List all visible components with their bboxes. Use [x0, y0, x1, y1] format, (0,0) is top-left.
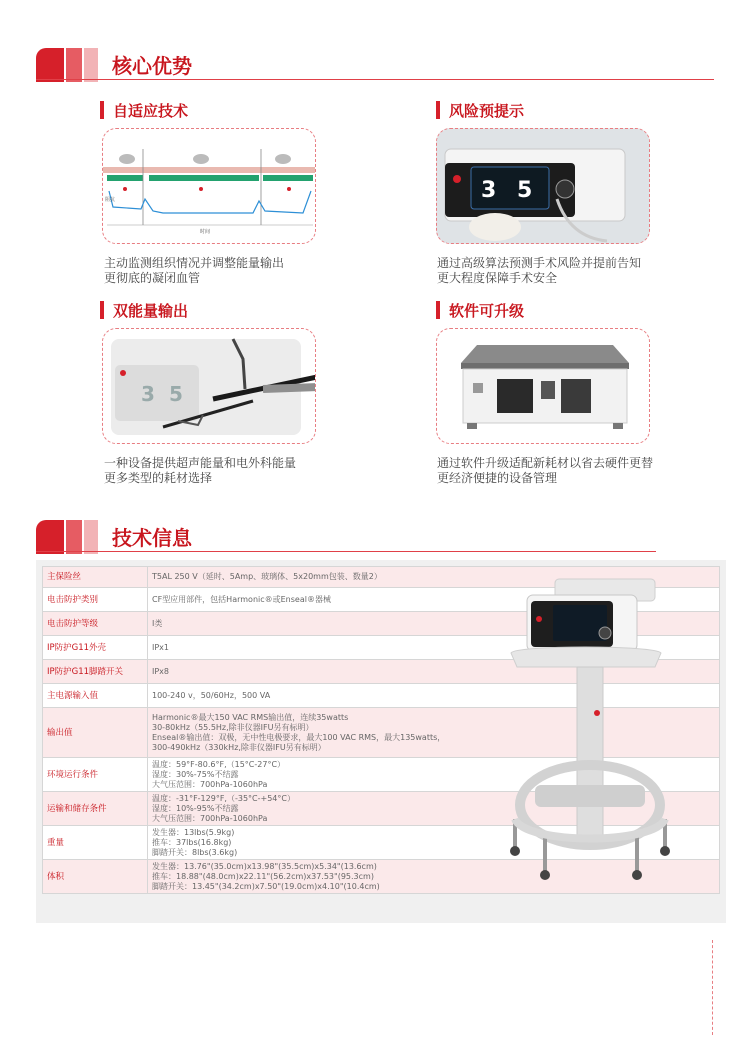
section-title-core: 核心优势	[112, 54, 192, 78]
feature-title: 风险预提示	[436, 100, 524, 120]
table-row: IP防护G11脚踏开关 IPx8	[43, 660, 720, 684]
table-row: 电击防护等级 I类	[43, 612, 720, 636]
table-row: 重量 发生器：13lbs(5.9kg) 推车：37lbs(16.8kg) 脚踏开关：8lbs(3.6kg)	[43, 826, 720, 860]
table-row: 环境运行条件 温度：59°F-80.6°F,（15°C-27°C） 湿度：30%-75%不结露 大气压范围：700hPa-1060hPa	[43, 758, 720, 792]
instruments-icon	[103, 329, 316, 444]
feature-image-dual	[102, 328, 316, 444]
svg-text:5: 5	[517, 178, 533, 203]
section-title-tech: 技术信息	[112, 526, 192, 550]
adaptive-graph-icon	[103, 129, 316, 244]
page-edge-mark	[712, 940, 713, 1035]
header-decoration	[36, 48, 100, 82]
svg-text:3: 3	[141, 382, 155, 406]
feature-title: 自适应技术	[100, 100, 188, 120]
feature-desc-dual: 一种设备提供超声能量和电外科能量 更多类型的耗材选择	[104, 456, 297, 485]
feature-image-software	[436, 328, 650, 444]
svg-text:3: 3	[481, 178, 497, 203]
table-row: 运输和储存条件 温度：-31°F-129°F,（-35°C-+54°C） 湿度：10%-95%不结露 大气压范围：700hPa-1060hPa	[43, 792, 720, 826]
header-decoration	[36, 520, 100, 554]
table-row: 主电源输入值 100-240 v，50/60Hz，500 VA	[43, 684, 720, 708]
table-row: 体积 发生器：13.76"(35.0cm)x13.98"(35.5cm)x5.34"(13.6cm) 推车：18.88"(48.0cm)x22.11"(56.2cm)x37.53"(95.3cm) 脚踏开关：13.45"(34.2cm)x7.50"(19.0cm)x4.10"(10.4cm)	[43, 860, 720, 894]
svg-text:5: 5	[169, 382, 183, 406]
generator-cart-icon	[505, 575, 675, 885]
svg-text:时间: 时间	[200, 229, 211, 235]
table-row: IP防护G11外壳 IPx1	[43, 636, 720, 660]
feature-desc-software: 通过软件升级适配新耗材以省去硬件更替 更经济便捷的设备管理	[437, 456, 654, 485]
feature-title: 软件可升级	[436, 300, 524, 320]
feature-desc-adaptive: 主动监测组织情况并调整能量输出 更彻底的凝闭血管	[104, 256, 285, 285]
generator-cart-image	[505, 575, 675, 885]
section-rule-tech	[36, 551, 656, 552]
feature-desc-risk: 通过高级算法预测手术风险并提前告知 更大程度保障手术安全	[437, 256, 642, 285]
generator-back-icon	[437, 329, 650, 444]
feature-image-adaptive	[102, 128, 316, 244]
table-row: 电击防护类别 CF型应用部件，包括Harmonic®或Enseal®器械	[43, 588, 720, 612]
feature-image-risk	[436, 128, 650, 244]
section-rule-core	[36, 79, 714, 80]
svg-text:阻抗: 阻抗	[105, 197, 116, 203]
feature-title: 双能量输出	[100, 300, 188, 320]
table-row: 输出值 Harmonic®最大150 VAC RMS输出值，连续35watts 30-80kHz（55.5Hz,除非仪器IFU另有标明） Enseal®输出值：双极，无中性电极要求，最大100 VAC RMS，最大135watts， 300-490kHz（330kHz,除非仪器IFU另有标明）	[43, 708, 720, 758]
generator-touch-icon	[437, 129, 650, 244]
table-row: 主保险丝 T5AL 250 V（延时、5Amp、玻璃体、5x20mm包装、数量2）	[43, 567, 720, 588]
